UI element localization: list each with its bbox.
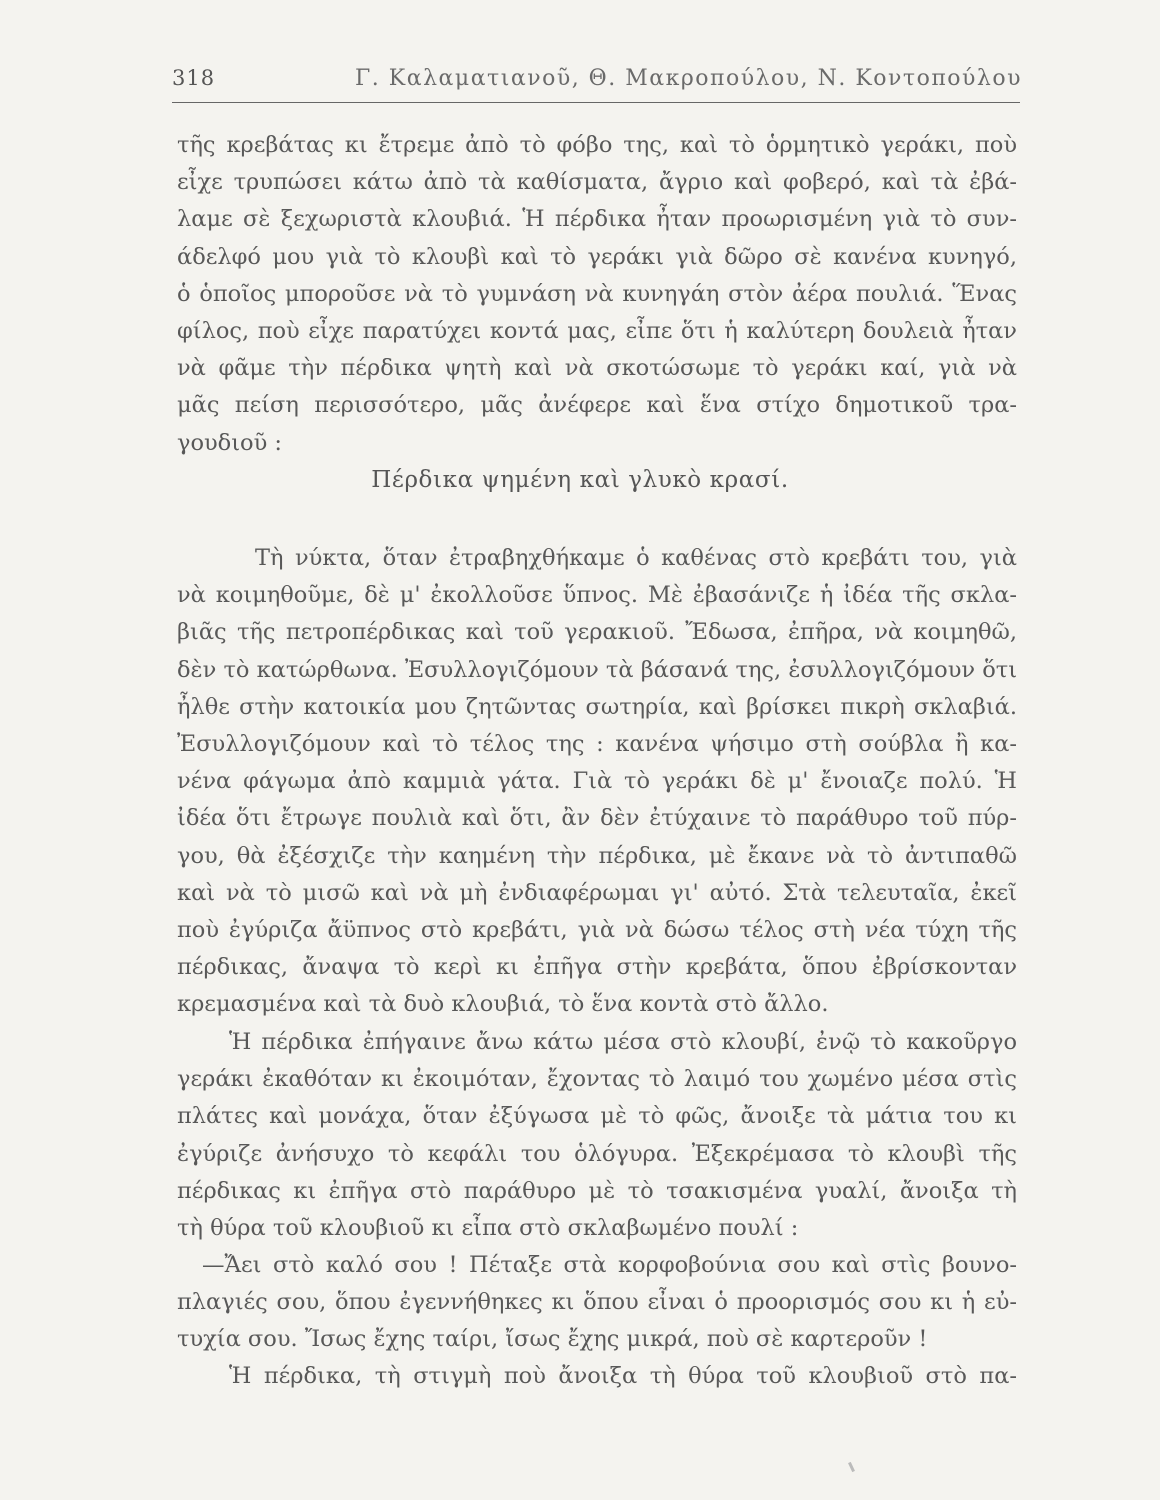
- paragraph-5: [177, 1358, 1017, 1395]
- text-line: Ἐσυλλογιζόμουν καὶ τὸ τέλος της : κανένα ψήσιμο στὴ σούβλα ἢ κα-: [177, 730, 1017, 757]
- text-line: δὲν τὸ κατώρθωνα. Ἐσυλλογιζόμουν τὰ βάσανά της, ἐσυλλογιζόμουν ὅτι: [177, 656, 1018, 683]
- paragraph-4: [177, 1247, 1017, 1359]
- text-line: Τὴ νύκτα, ὅταν ἐτραβηχθήκαμε ὁ καθένας στὸ κρεβάτι του, γιὰ: [255, 545, 1017, 571]
- text-line: νὰ κοιμηθοῦμε, δὲ μ' ἐκολλοῦσε ὕπνος. Μὲ ἐβασάνιζε ἡ ἰδέα τῆς σκλα-: [177, 582, 1017, 609]
- text-line: βιᾶς τῆς πετροπέρδικας καὶ τοῦ γερακιοῦ. Ἔδωσα, ἐπῆρα, νὰ κοιμηθῶ,: [177, 619, 1017, 646]
- text-line: Ἡ πέρδικα, τὴ στιγμὴ ποὺ ἄνοιξα τὴ θύρα τοῦ κλουβιοῦ στὸ πα-: [229, 1363, 1017, 1389]
- page-number: 318: [172, 66, 216, 90]
- text-line: εἶχε τρυπώσει κάτω ἀπὸ τὰ καθίσματα, ἄγριο καὶ φοβερό, καὶ τὰ ἐβά-: [177, 169, 1017, 196]
- text-line: Ἡ πέρδικα ἐπήγαινε ἄνω κάτω μέσα στὸ κλουβί, ἐνῷ τὸ κακοῦργο: [229, 1029, 1017, 1055]
- text-line: πλαγιές σου, ὅπου ἐγεννήθηκες κι ὅπου εἶναι ὁ προορισμός σου κι ἡ εὐ-: [177, 1289, 1017, 1316]
- text-line: κρεμασμένα καὶ τὰ δυὸ κλουβιά, τὸ ἕνα κοντὰ στὸ ἄλλο.: [177, 991, 829, 1018]
- text-line: τυχία σου. Ἴσως ἔχης ταίρι, ἴσως ἔχης μικρά, ποὺ σὲ καρτεροῦν !: [177, 1326, 928, 1353]
- text-line: καὶ νὰ τὸ μισῶ καὶ νὰ μὴ ἐνδιαφέρωμαι γι' αὐτό. Στὰ τελευταῖα, ἐκεῖ: [177, 879, 1017, 906]
- text-line: τῆς κρεβάτας κι ἔτρεμε ἀπὸ τὸ φόβο της, καὶ τὸ ὁρμητικὸ γεράκι, ποὺ: [177, 132, 1017, 158]
- text-line: ἰδέα ὅτι ἔτρωγε πουλιὰ καὶ ὅτι, ἂν δὲν ἐτύχαινε τὸ παράθυρο τοῦ πύρ-: [177, 805, 1017, 832]
- text-line: πέρδικας, ἄναψα τὸ κερὶ κι ἐπῆγα στὴν κρεβάτα, ὅπου ἐβρίσκονταν: [177, 954, 1017, 981]
- text-line: —Ἄει στὸ καλό σου ! Πέταξε στὰ κορφοβούνια σου καὶ στὶς βουνο-: [202, 1252, 1017, 1278]
- paragraph-1: [177, 127, 1017, 462]
- header-rule: [172, 102, 1020, 103]
- text-line: γουδιοῦ :: [177, 429, 282, 456]
- paragraph-2: [177, 540, 1017, 1023]
- text-line: ποὺ ἐγύριζα ἄϋπνος στὸ κρεβάτι, γιὰ νὰ δώσω τέλος στὴ νέα τύχη τῆς: [177, 916, 1017, 943]
- paragraph-3: [177, 1024, 1017, 1247]
- text-line: γου, θὰ ἐξέσχιζε τὴν καημένη τὴν πέρδικα, μὲ ἔκανε νὰ τὸ ἀντιπαθῶ: [177, 842, 1017, 869]
- text-line: νένα φάγωμα ἀπὸ καμμιὰ γάτα. Γιὰ τὸ γεράκι δὲ μ' ἔνοιαζε πολύ. Ἡ: [177, 768, 1017, 795]
- text-line: νὰ φᾶμε τὴν πέρδικα ψητὴ καὶ νὰ σκοτώσωμε τὸ γεράκι καί, γιὰ νὰ: [177, 355, 1017, 382]
- running-head: Γ. Καλαματιανοῦ, Θ. Μακροπούλου, Ν. Κοντοπούλου: [355, 66, 1022, 91]
- text-line: ἦλθε στὴν κατοικία μου ζητῶντας σωτηρία, καὶ βρίσκει πικρὴ σκλαβιά.: [177, 693, 1017, 720]
- text-line: ἐγύριζε ἀνήσυχο τὸ κεφάλι του ὁλόγυρα. Ἐξεκρέμασα τὸ κλουβὶ τῆς: [177, 1140, 1017, 1167]
- text-line: λαμε σὲ ξεχωριστὰ κλουβιά. Ἡ πέρδικα ἦταν προωρισμένη γιὰ τὸ συν-: [177, 206, 1017, 233]
- text-line: μᾶς πείση περισσότερο, μᾶς ἀνέφερε καὶ ἕνα στίχο δημοτικοῦ τρα-: [177, 392, 1017, 419]
- text-line: τὴ θύρα τοῦ κλουβιοῦ κι εἶπα στὸ σκλαβωμένο πουλί :: [177, 1214, 799, 1241]
- text-line: πέρδικας κι ἐπῆγα στὸ παράθυρο μὲ τὸ τσακισμένα γυαλί, ἄνοιξα τὴ: [177, 1177, 1017, 1204]
- text-line: άδελφό μου γιὰ τὸ κλουβὶ καὶ τὸ γεράκι γιὰ δῶρο σὲ κανένα κυνηγό,: [177, 243, 1017, 270]
- page-header: [172, 66, 1022, 102]
- text-line: φίλος, ποὺ εἶχε παρατύχει κοντά μας, εἶπε ὅτι ἡ καλύτερη δουλειὰ ἦταν: [177, 317, 1017, 344]
- print-speck: [848, 1462, 855, 1472]
- text-line: ὁ ὁποῖος μποροῦσε νὰ τὸ γυμνάση νὰ κυνηγάη στὸν ἀέρα πουλιά. Ἕνας: [177, 280, 1017, 307]
- text-line: γεράκι ἐκαθόταν κι ἐκοιμόταν, ἔχοντας τὸ λαιμό του χωμένο μέσα στὶς: [177, 1066, 1017, 1093]
- verse-line: Πέρδικα ψημένη καὶ γλυκὸ κρασί.: [371, 467, 789, 493]
- text-line: πλάτες καὶ μονάχα, ὅταν ἐξύγωσα μὲ τὸ φῶς, ἄνοιξε τὰ μάτια του κι: [177, 1103, 1017, 1130]
